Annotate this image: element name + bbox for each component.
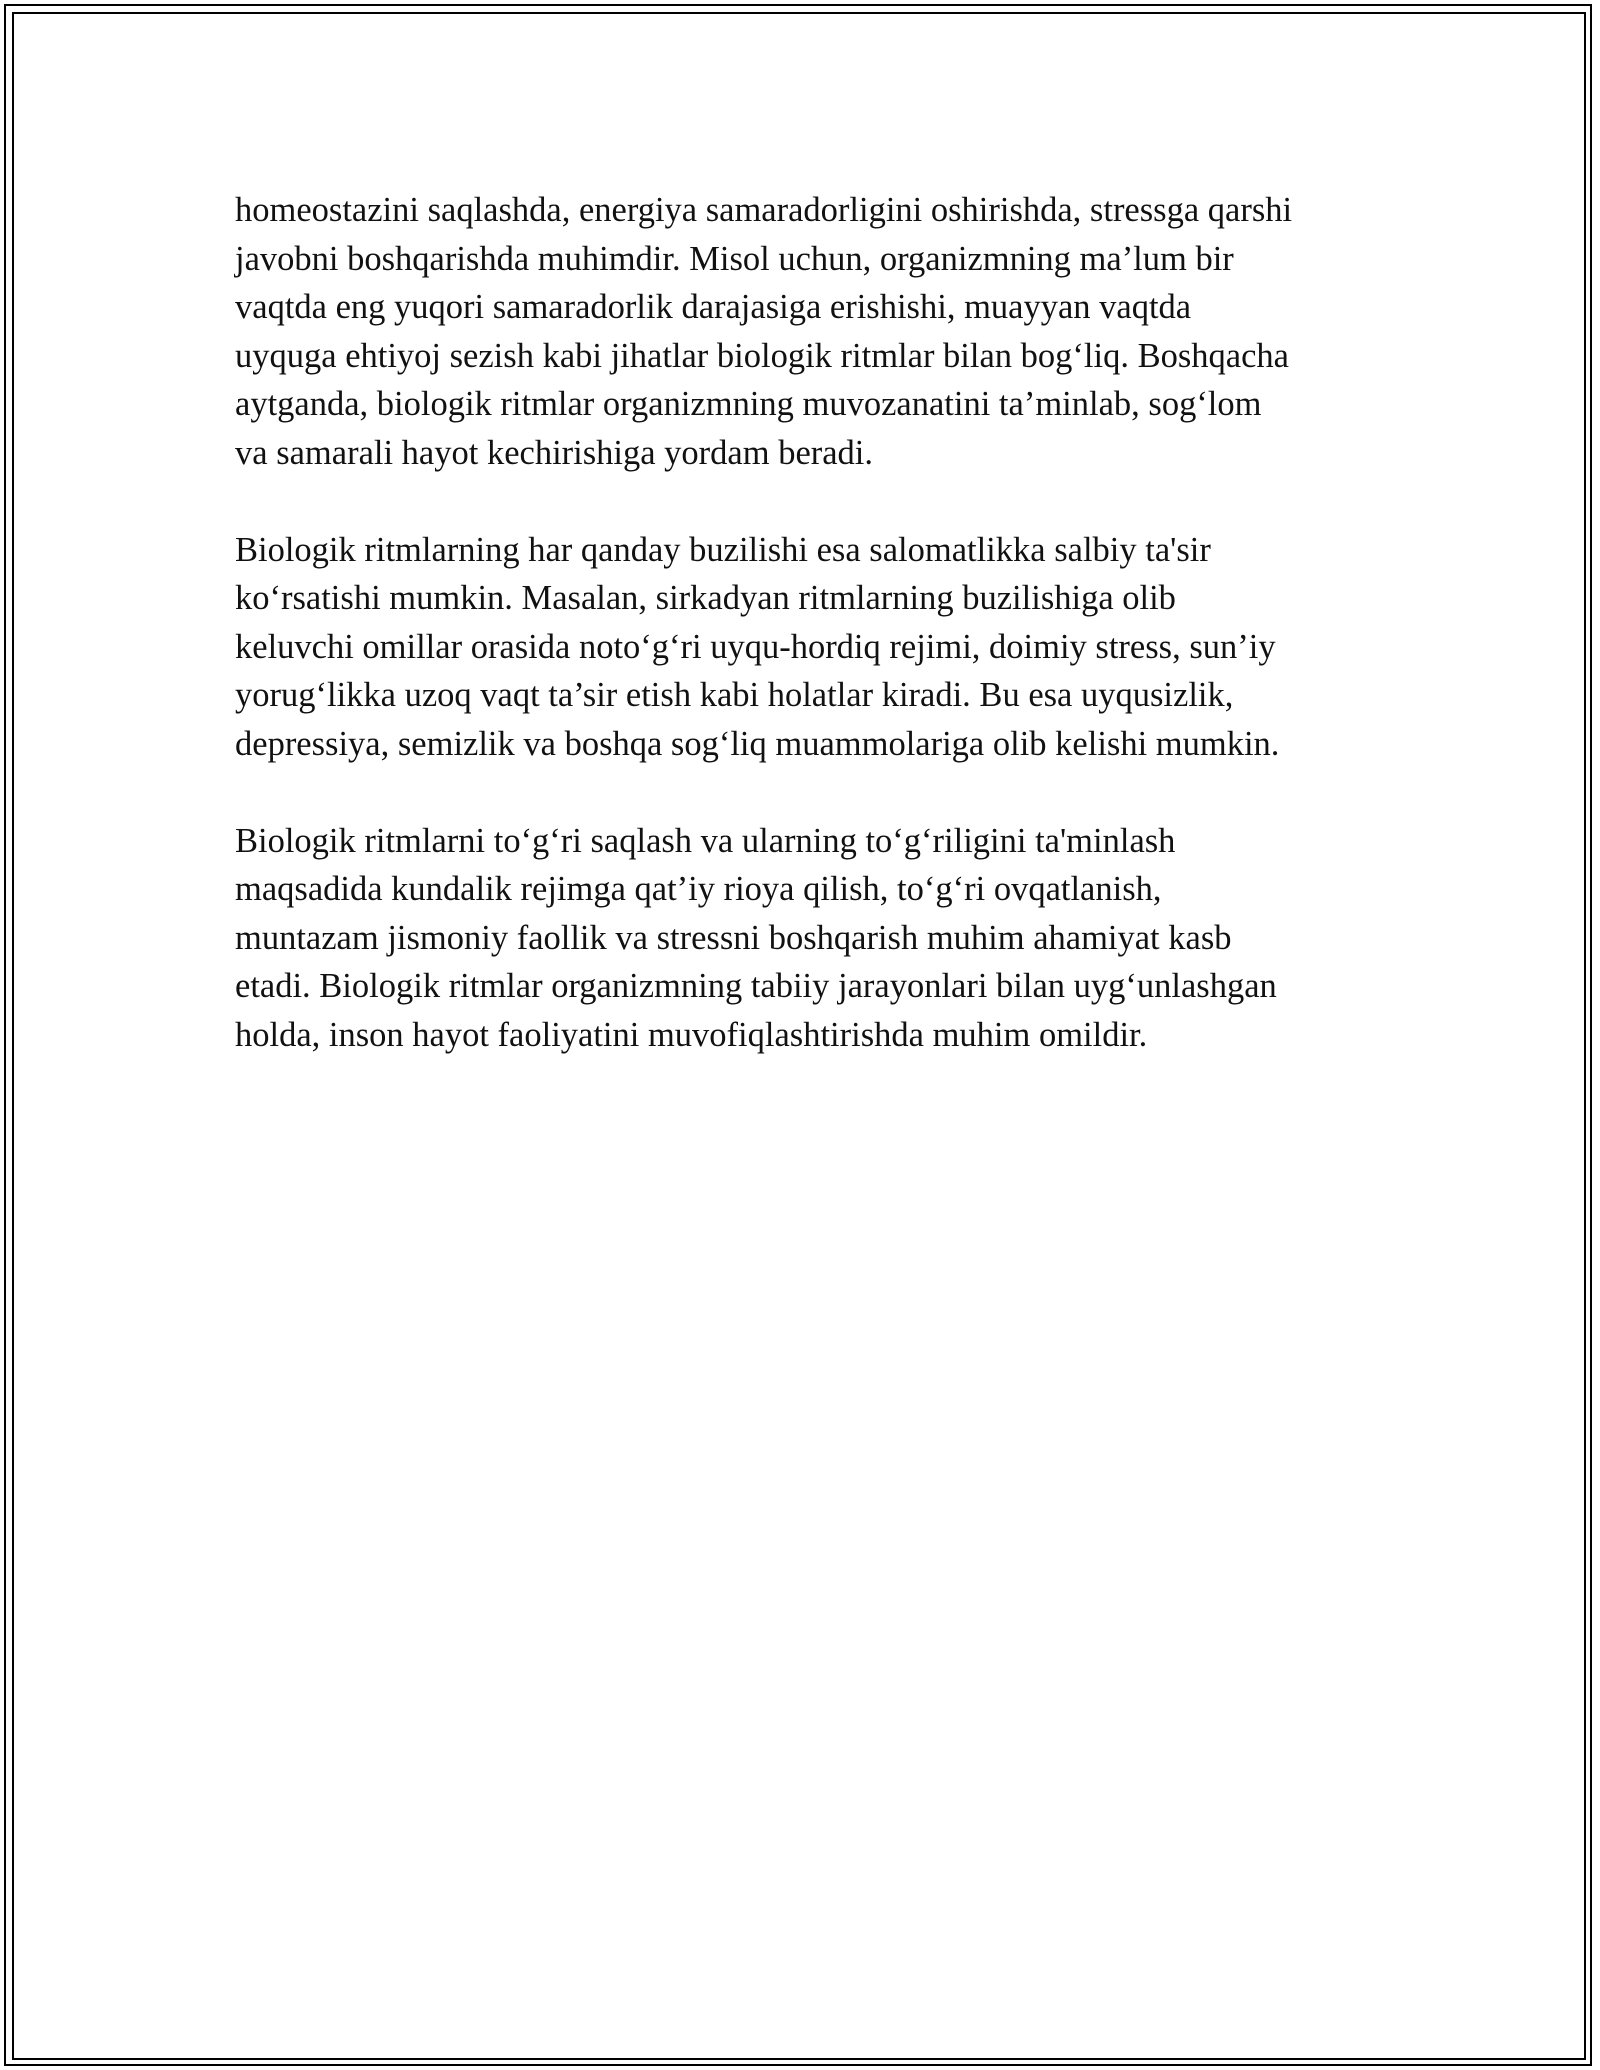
paragraph-rhythm-disruption: Biologik ritmlarning har qanday buzilishi esa salomatlikka salbiy ta'sir ko‘rsatishi mumkin. Masalan, sirkadyan ritmlarning buzilishiga olib keluvchi omillar orasida noto‘g‘ri uyqu-hordiq rejimi, doimiy stress, sun’iy yorug‘likka uzoq vaqt ta’sir etish kabi holatlar kiradi. Bu esa uyqusizlik, depressiya, semizlik va boshqa sog‘liq muammolariga olib kelishi mumkin. [235,530,1280,763]
paragraph-homeostasis: homeostazini saqlashda, energiya samaradorligini oshirishda, stressga qarshi javobni boshqarishda muhimdir. Misol uchun, organizmning ma’lum bir vaqtda eng yuqori samaradorlik darajasiga erishishi, muayyan vaqtda uyquga ehtiyoj sezish kabi jihatlar biologik ritmlar bilan bog‘liq. Boshqacha aytganda, biologik ritmlar organizmning muvozanatini ta’minlab, sog‘lom va samarali hayot kechirishiga yordam beradi. [235,191,1293,472]
paragraph-rhythm-maintenance: Biologik ritmlarni to‘g‘ri saqlash va ularning to‘g‘riligini ta'minlash maqsadida kundalik rejimga qat’iy rioya qilish, to‘g‘ri ovqatlanish, muntazam jismoniy faollik va stressni boshqarish muhim ahamiyat kasb etadi. Biologik ritmlar organizmning tabiiy jarayonlari bilan uyg‘unlashgan holda, inson hayot faoliyatini muvofiqlashtirishda muhim omildir. [235,821,1277,1054]
document-body [235,186,1365,1108]
